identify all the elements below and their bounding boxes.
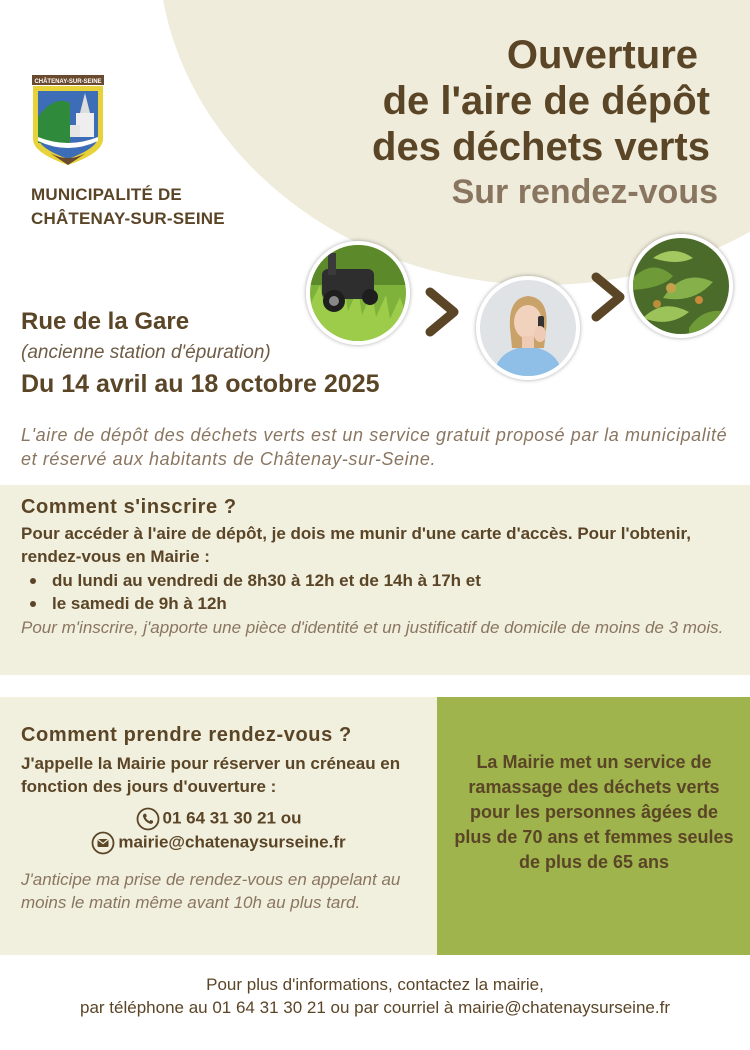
footer-line-2: par téléphone au 01 64 31 30 21 ou par courriel à mairie@chatenaysurseine.fr (80, 998, 670, 1017)
title-line-3: des déchets verts (372, 125, 710, 169)
chevron-right-icon (424, 287, 460, 337)
lawnmower-photo (306, 241, 410, 345)
phone-contact (0, 807, 437, 831)
footer-line-1: Pour plus d'informations, contactez la mairie, (206, 975, 544, 994)
appointment-text: J'appelle la Mairie pour réserver un créneau en fonction des jours d'ouverture : (21, 754, 401, 796)
appointment-title: Comment prendre rendez-vous ? (21, 724, 352, 746)
phone-number: 01 64 31 30 21 ou (162, 808, 302, 828)
list-item: le samedi de 9h à 12h (21, 592, 481, 615)
service-box-text: La Mairie met un service de ramassage des déchets verts pour les personnes âgées de plus de 70 ans et femmes seules de plus de 65 ans (454, 752, 734, 872)
title-line-1: Ouverture (506, 33, 698, 77)
opening-hours-list (21, 569, 481, 615)
location-street: Rue de la Gare (21, 308, 190, 335)
mail-icon (91, 831, 115, 855)
registration-title: Comment s'inscrire ? (21, 496, 237, 518)
appointment-note: J'anticipe ma prise de rendez-vous en appelant au moins le matin même avant 10h au plus tard. (21, 870, 401, 912)
list-item: du lundi au vendredi de 8h30 à 12h et de 14h à 17h et (21, 569, 481, 592)
municipality-line-1: MUNICIPALITÉ DE (31, 185, 182, 204)
chevron-right-icon (590, 272, 626, 322)
page-subtitle: Sur rendez-vous (451, 173, 718, 211)
municipality-line-2: CHÂTENAY-SUR-SEINE (31, 209, 225, 228)
green-waste-photo (629, 234, 733, 338)
intro-paragraph: L'aire de dépôt des déchets verts est un service gratuit proposé par la municipalité et réservé aux habitants de Châtenay-sur-Seine. (21, 425, 728, 469)
email-link[interactable]: mairie@chatenaysurseine.fr (118, 832, 346, 852)
phone-icon (136, 807, 160, 831)
location-detail: (ancienne station d'épuration) (21, 342, 271, 363)
crest-icon (30, 73, 106, 167)
footer-info (0, 973, 750, 1019)
crest-lettering: CHÂTENAY-SUR-SEINE (34, 79, 102, 85)
registration-note: Pour m'inscrire, j'apporte une pièce d'identité et un justificatif de domicile de moins de 3 mois. (21, 618, 724, 637)
municipality-name (31, 183, 225, 231)
email-contact (0, 831, 437, 855)
page-title (372, 32, 710, 170)
title-line-2: de l'aire de dépôt (382, 79, 710, 123)
opening-dates: Du 14 avril au 18 octobre 2025 (21, 370, 380, 398)
registration-text: Pour accéder à l'aire de dépôt, je dois me munir d'une carte d'accès. Pour l'obtenir, rendez-vous en Mairie : (21, 524, 691, 566)
woman-on-phone-photo (476, 276, 580, 380)
